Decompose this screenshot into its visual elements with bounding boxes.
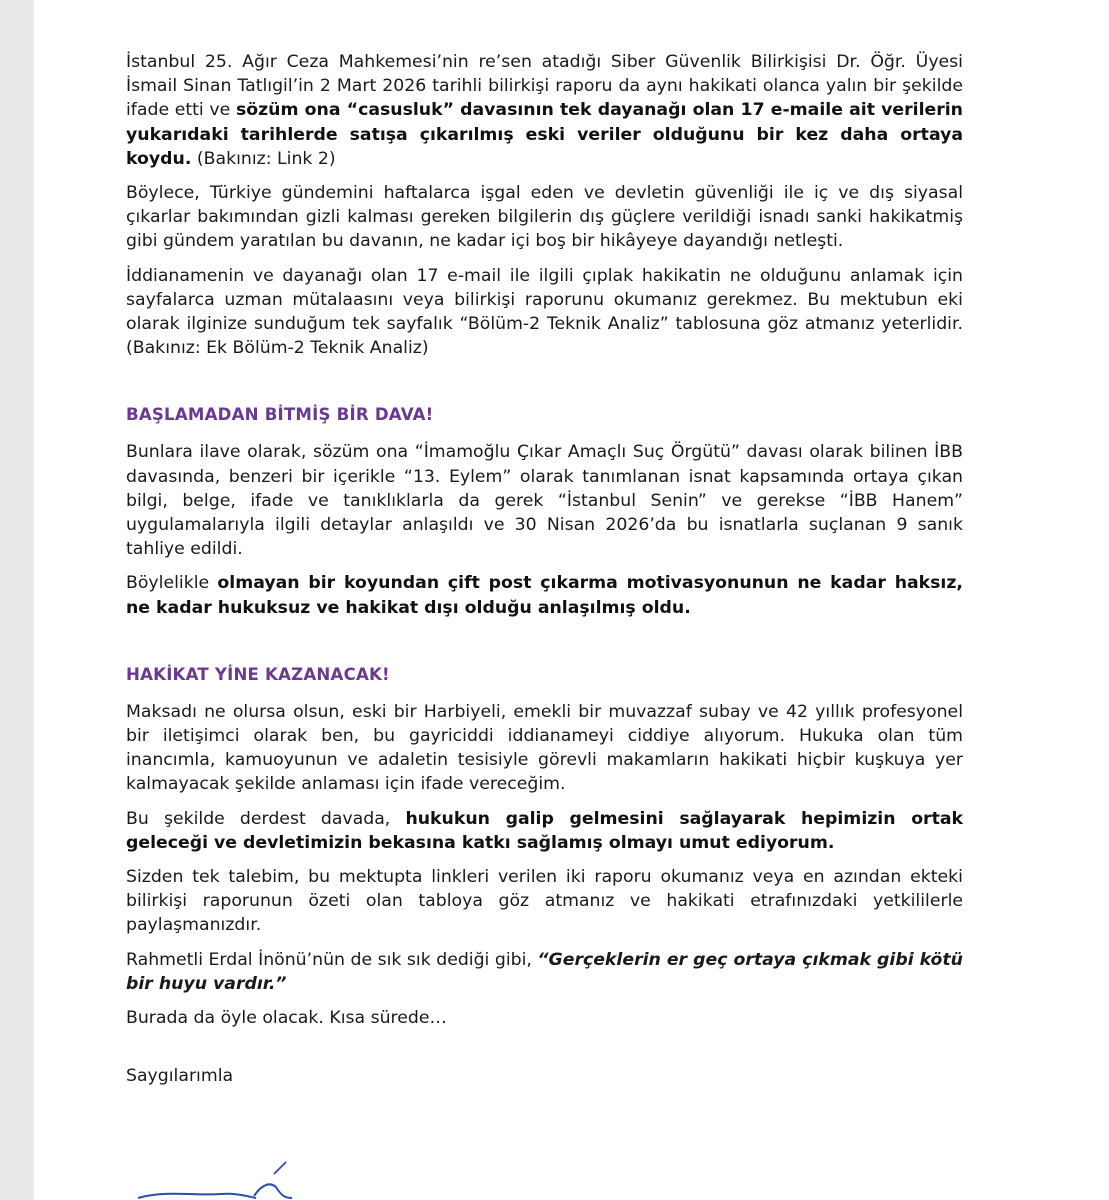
paragraph-text: Rahmetli Erdal İnönü’nün de sık sık dediği gibi, xyxy=(126,949,538,970)
closing-salutation: Saygılarımla xyxy=(126,1066,234,1087)
paragraph-hope xyxy=(126,807,963,855)
paragraph-conclusion xyxy=(126,571,963,619)
paragraph-agenda: Böylece, Türkiye gündemini haftalarca işgal eden ve devletin güvenliği ile iç ve dış siyasal çıkarlar bakımından gizli kalması gereken bilgilerin dış güçlere verildiği isnadı sanki hakikatmiş gibi gündem yaratılan bu davanın, ne kadar içi boş bir hikâyeye dayandığı netleşti. xyxy=(126,183,963,252)
paragraph-link-reference: (Bakınız: Link 2) xyxy=(191,148,336,169)
paragraph-indictment: İddianamenin ve dayanağı olan 17 e-mail ile ilgili çıplak hakikatin ne olduğunu anlamak için sayfalarca uzman mütalaasını veya bilirkişi raporunu okumanız gerekmez. Bu mektubun eki olarak ilginize sunduğum tek sayfalık “Bölüm-2 Teknik Analiz” tablosuna göz atmanız yeterlidir. (Bakınız: Ek Bölüm-2 Teknik Analiz) xyxy=(126,265,963,359)
paragraph-text: İstanbul 25. Ağır Ceza Mahkemesi’nin re’sen atadığı Siber Güvenlik Bilirkişisi Dr. Öğr. Üyesi İsmail Sinan Tatlıgil’in 2 Mart 2026 tarihli bilirkişi raporu da aynı hakikati olanca yalın bir şekilde ifade etti ve xyxy=(126,52,963,121)
quote-text: “Gerçeklerin er geç ortaya çıkmak gibi kötü bir huyu vardır.” xyxy=(126,949,963,994)
letter-body xyxy=(126,50,963,1099)
paragraph-bold-text: sözüm ona “casusluk” davasının tek dayanağı olan 17 e-maile ait verilerin yukarıdaki tarihlerde satışa çıkarılmış eski veriler olduğunu bir kez daha ortaya koydu. xyxy=(126,100,963,169)
paragraph-bold-text: hukukun galip gelmesini sağlayarak hepimizin ortak geleceği ve devletimizin bekasına katkı sağlamış olmayı umut ediyorum. xyxy=(126,808,963,853)
section-heading-case-ended: BAŞLAMADAN BİTMİŞ BİR DAVA! xyxy=(126,405,434,425)
paragraph-final: Burada da öyle olacak. Kısa sürede… xyxy=(126,1008,447,1029)
signature-mark xyxy=(126,1160,306,1200)
paragraph-expert-report xyxy=(126,50,963,171)
paragraph-testimony: Maksadı ne olursa olsun, eski bir Harbiyeli, emekli bir muvazzaf subay ve 42 yıllık profesyonel bir iletişimci olarak ben, bu gayriciddi iddianameyi ciddiye alıyorum. Hukuka olan tüm inancımla, kamuoyunun ve adaletin tesisiyle görevli makamların hakikati hiçbir kuşkuya yer kalmayacak şekilde anlaması için ifade vereceğim. xyxy=(126,701,963,795)
paragraph-request: Sizden tek talebim, bu mektupta linkleri verilen iki raporu okumanız veya en azından ekteki bilirkişi raporunun özeti olan tabloya göz atmanız ve hakikati etrafınızdaki yetkililerle paylaşmanızdır. xyxy=(126,867,963,936)
paragraph-bold-text: olmayan bir koyundan çift post çıkarma motivasyonunun ne kadar haksız, ne kadar hukuksuz ve hakikat dışı olduğu anlaşılmış oldu. xyxy=(126,573,963,618)
paragraph-quote xyxy=(126,948,963,996)
paragraph-ibb-case: Bunlara ilave olarak, sözüm ona “İmamoğlu Çıkar Amaçlı Suç Örgütü” davası olarak bilinen İBB davasında, benzeri bir içerikle “13. Eylem” olarak tanımlanan isnat kapsamında ortaya çıkan bilgi, belge, ifade ve tanıklıklarla da gerek “İstanbul Senin” ve gerekse “İBB Hanem” uygulamalarıyla ilgili detaylar anlaşıldı ve 30 Nisan 2026’da bu isnatlarla suçlanan 9 sanık tahliye edildi. xyxy=(126,442,963,560)
paragraph-text: Böylelikle xyxy=(126,573,218,594)
paragraph-text: Bu şekilde derdest davada, xyxy=(126,808,406,829)
section-heading-truth-wins: HAKİKAT YİNE KAZANACAK! xyxy=(126,664,390,684)
